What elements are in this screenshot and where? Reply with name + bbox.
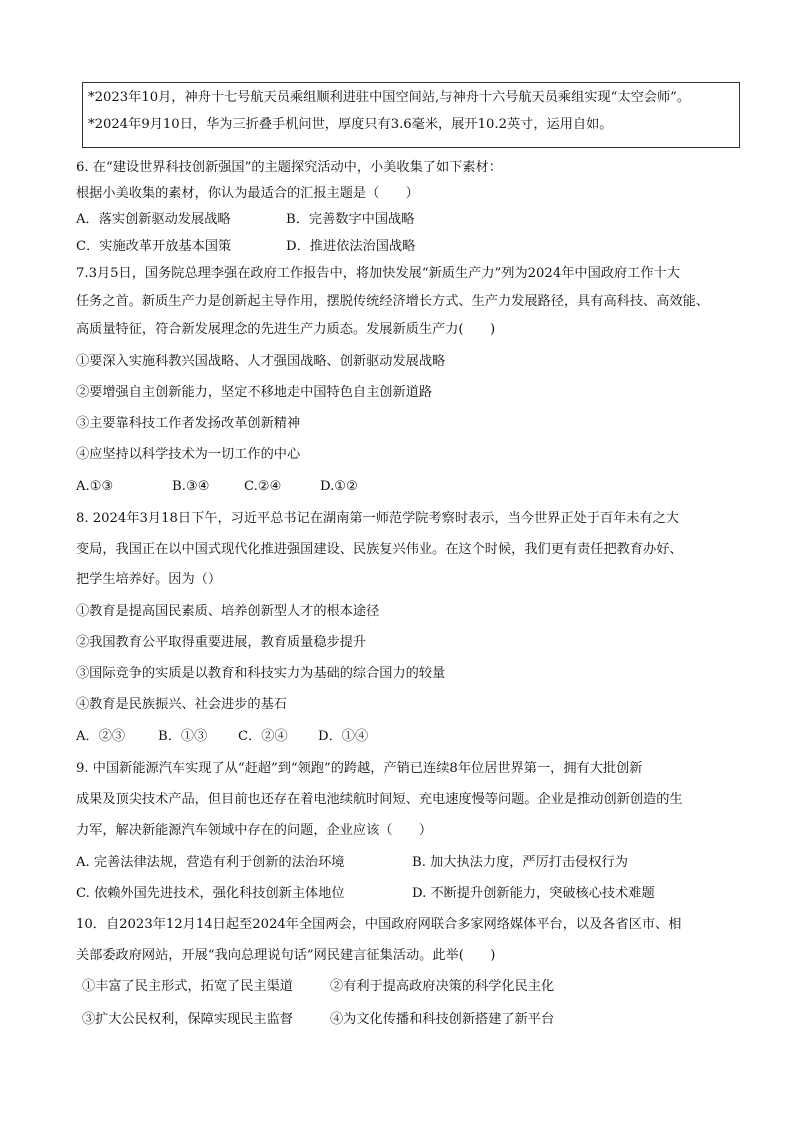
q6-option-c: C．实施改革开放基本国策 <box>76 239 232 254</box>
material-line-2: *2024年9月10日，华为三折叠手机问世，厚度只有3.6毫米，展开10.2英寸，运用自如。 <box>88 117 613 132</box>
q8-option-b: B．①③ <box>158 729 208 744</box>
q8-stem-line-1: 8. 2024年3月18日下午，习近平总书记在湖南第一师范学院考察时表示，当今世界正处于百年未有之大 <box>76 511 680 526</box>
q9-stem-line-3: 力军，解决新能源汽车领域中存在的问题，企业应该（ ） <box>76 823 433 838</box>
q7-option-b: B.③④ <box>172 479 210 494</box>
q7-stem-line-2: 任务之首。新质生产力是创新起主导作用，摆脱传统经济增长方式、生产力发展路径，具有高科技、高效能、 <box>76 294 709 309</box>
q7-statement-2: ②要增强自主创新能力，坚定不移地走中国特色自主创新道路 <box>76 385 433 400</box>
q7-statement-1: ①要深入实施科教兴国战略、人才强国战略、创新驱动发展战略 <box>76 354 446 369</box>
q10-statement-2: ②有利于提高政府决策的科学化民主化 <box>330 979 555 994</box>
q7-option-a: A.①③ <box>76 479 114 494</box>
q7-statement-4: ④应坚持以科学技术为一切工作的中心 <box>76 447 301 462</box>
q8-stem-line-3: 把学生培养好。因为（） <box>76 572 222 587</box>
q10-statement-3: ③扩大公民权利，保障实现民主监督 <box>82 1012 293 1027</box>
q10-statement-4: ④为文化传播和科技创新搭建了新平台 <box>330 1012 555 1027</box>
q6-sub: 根据小美收集的素材，你认为最适合的汇报主题是（ ） <box>76 186 419 201</box>
q6-stem: 6. 在“建设世界科技创新强国”的主题探究活动中，小美收集了如下素材： <box>76 160 502 175</box>
q9-option-d: D. 不断提升创新能力，突破核心技术难题 <box>412 886 655 901</box>
q6-option-d: D．推进依法治国战略 <box>286 239 416 254</box>
q9-option-b: B. 加大执法力度，严厉打击侵权行为 <box>412 855 628 870</box>
q9-option-c: C. 依赖外国先进技术，强化科技创新主体地位 <box>76 886 345 901</box>
q8-option-a: A．②③ <box>76 729 126 744</box>
q7-statement-3: ③主要靠科技工作者发扬改革创新精神 <box>76 416 301 431</box>
q10-stem-line-1: 10．自2023年12月14日起至2024年全国两会，中国政府网联合多家网络媒体平台，以及各省区市、相 <box>76 917 682 932</box>
material-line-1: *2023年10月，神舟十七号航天员乘组顺利进驻中国空间站,与神舟十六号航天员乘组实现“太空会师”。 <box>88 90 691 105</box>
q8-statement-4: ④教育是民族振兴、社会进步的基石 <box>76 697 287 712</box>
q8-statement-3: ③国际竞争的实质是以教育和科技实力为基础的综合国力的较量 <box>76 666 446 681</box>
q9-stem-line-2: 成果及顶尖技术产品，但目前也还存在着电池续航时间短、充电速度慢等问题。企业是推动创新创造的生 <box>76 792 683 807</box>
q8-option-d: D．①④ <box>318 729 369 744</box>
q6-option-b: B．完善数字中国战略 <box>286 212 415 227</box>
q8-option-c: C．②④ <box>238 729 288 744</box>
q9-stem-line-1: 9. 中国新能源汽车实现了从“赶超”到“领跑”的跨越，产销已连续8年位居世界第一，拥有大批创新 <box>76 761 643 776</box>
q8-stem-line-2: 变局，我国正在以中国式现代化推进强国建设、民族复兴伟业。在这个时候，我们更有责任把教育办好、 <box>76 542 683 557</box>
q8-statement-1: ①教育是提高国民素质、培养创新型人才的根本途径 <box>76 604 380 619</box>
q10-stem-line-2: 关部委政府网站，开展“我向总理说句话”网民建言征集活动。此举( ) <box>76 948 496 963</box>
q7-option-d: D.①② <box>320 479 358 494</box>
q7-stem-line-1: 7.3月5日，国务院总理李强在政府工作报告中，将加快发展“新质生产力”列为2024年中国政府工作十大 <box>76 266 680 281</box>
q8-statement-2: ②我国教育公平取得重要进展，教育质量稳步提升 <box>76 635 367 650</box>
q7-option-c: C.②④ <box>244 479 282 494</box>
q9-option-a: A. 完善法律法规，营造有利于创新的法治环境 <box>76 855 345 870</box>
q10-statement-1: ①丰富了民主形式，拓宽了民主渠道 <box>82 979 293 994</box>
q6-option-a: A．落实创新驱动发展战略 <box>76 212 231 227</box>
q7-stem-line-3: 高质量特征，符合新发展理念的先进生产力质态。发展新质生产力( ) <box>76 322 496 337</box>
